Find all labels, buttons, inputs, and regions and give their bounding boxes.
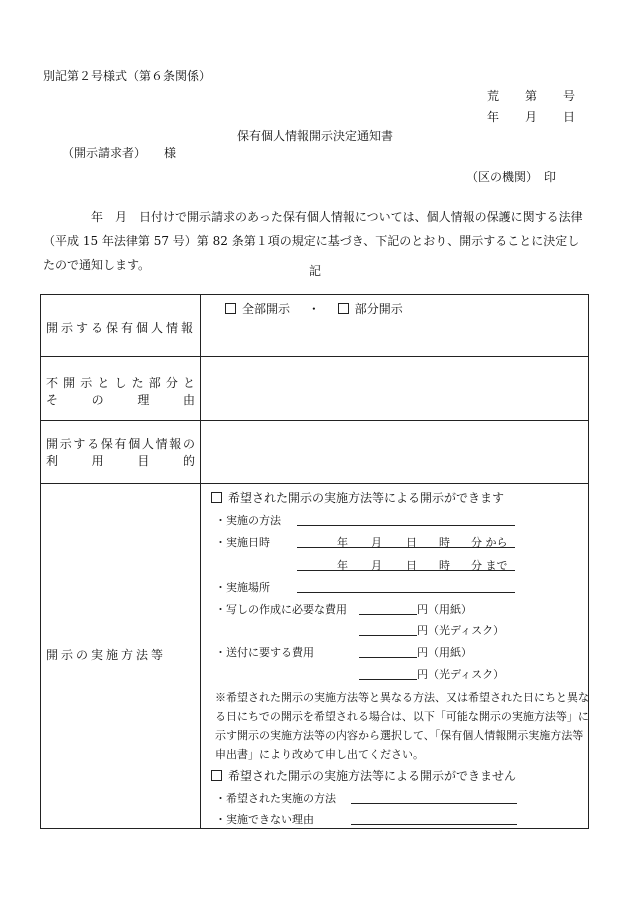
partial-disclosure-checkbox[interactable] xyxy=(338,303,349,314)
label-disclosed-info: 開示する保有個人情報 xyxy=(41,295,201,357)
reason-label: ・実施できない理由 xyxy=(215,813,314,826)
copy-paper-unit: 円（用紙） xyxy=(417,603,472,616)
separator: ・ xyxy=(307,302,320,316)
desired-method-line[interactable] xyxy=(351,790,517,804)
send-paper-unit: 円（用紙） xyxy=(417,646,472,659)
method-note: ※希望された開示の実施方法等と異なる方法、又は希望された日にちと異なる日にちでの開示を希望される場合は、以下「可能な開示の実施方法等」に示す開示の実施方法等の内容から選択して、「保有個人情報開示実施方法等申出書」により改めて申し出てください。 xyxy=(215,691,589,761)
copy-disc-line[interactable] xyxy=(359,622,417,636)
partial-disclosure-label: 部分開示 xyxy=(354,302,403,316)
dt-day-2: 日 xyxy=(406,559,417,572)
datetime-label: ・実施日時 xyxy=(215,536,270,549)
reason-line[interactable] xyxy=(351,811,517,825)
copy-cost-label: ・写しの作成に必要な費用 xyxy=(215,603,347,616)
send-disc-unit: 円（光ディスク） xyxy=(417,668,505,681)
disclosure-type-cell xyxy=(201,295,589,357)
dt-day-1: 日 xyxy=(406,536,417,549)
desired-method-label: ・希望された実施の方法 xyxy=(215,792,336,805)
month-char: 月 xyxy=(524,110,537,124)
ki-heading: 記 xyxy=(308,264,321,278)
kou-char: 荒 xyxy=(487,89,500,103)
dt-hour-2: 時 xyxy=(439,559,450,572)
dt-minute-1: 分 から xyxy=(471,536,508,549)
day-char: 日 xyxy=(562,110,575,124)
full-disclosure-checkbox[interactable] xyxy=(225,303,236,314)
place-label: ・実施場所 xyxy=(215,581,270,594)
gou-char: 号 xyxy=(562,89,575,103)
send-paper-line[interactable] xyxy=(359,644,417,658)
document-title: 保有個人情報開示決定通知書 xyxy=(236,129,393,143)
dt-month-2: 月 xyxy=(371,559,382,572)
dt-month-1: 月 xyxy=(371,536,382,549)
honorific: 様 xyxy=(164,146,177,160)
possible-checkbox[interactable] xyxy=(211,492,222,503)
dt-year-2: 年 xyxy=(337,559,348,572)
label-undisclosed: 不開示とした部分と その理由 xyxy=(41,357,201,421)
reference-number xyxy=(487,87,575,104)
undisclosed-reason-cell[interactable] xyxy=(201,357,589,421)
authority-seal: （区の機関） 印 xyxy=(466,170,557,184)
decision-table xyxy=(40,294,589,829)
label-method: 開示の実施方法等 xyxy=(41,484,201,829)
year-char: 年 xyxy=(487,110,500,124)
place-line[interactable] xyxy=(297,579,515,593)
method-line[interactable] xyxy=(297,512,515,526)
label-purpose: 開示する保有個人情報の 利用目的 xyxy=(41,421,201,484)
impossible-label: 希望された開示の実施方法等による開示ができません xyxy=(228,769,517,783)
form-id: 別記第２号様式（第６条関係） xyxy=(43,69,212,83)
copy-paper-line[interactable] xyxy=(359,601,417,615)
full-disclosure-label: 全部開示 xyxy=(242,302,291,316)
send-disc-line[interactable] xyxy=(359,666,417,680)
dt-year-1: 年 xyxy=(337,536,348,549)
issue-date xyxy=(487,108,575,125)
possible-label: 希望された開示の実施方法等による開示ができます xyxy=(228,491,505,505)
method-cell xyxy=(201,484,589,829)
dt-minute-2: 分 まで xyxy=(471,559,508,572)
purpose-cell[interactable] xyxy=(201,421,589,484)
requester-label: （開示請求者） xyxy=(62,146,147,160)
dai-char: 第 xyxy=(524,89,537,103)
method-label: ・実施の方法 xyxy=(215,514,281,527)
impossible-checkbox[interactable] xyxy=(211,770,222,781)
copy-disc-unit: 円（光ディスク） xyxy=(417,624,505,637)
notice-body: 年 月 日付けで開示請求のあった保有個人情報については、個人情報の保護に関する法律（平成 15 年法律第 57 号）第 82 条第１項の規定に基づき、下記のとおり、開示することに決定したので通知します。 xyxy=(43,210,583,272)
dt-hour-1: 時 xyxy=(439,536,450,549)
send-cost-label: ・送付に要する費用 xyxy=(215,646,314,659)
